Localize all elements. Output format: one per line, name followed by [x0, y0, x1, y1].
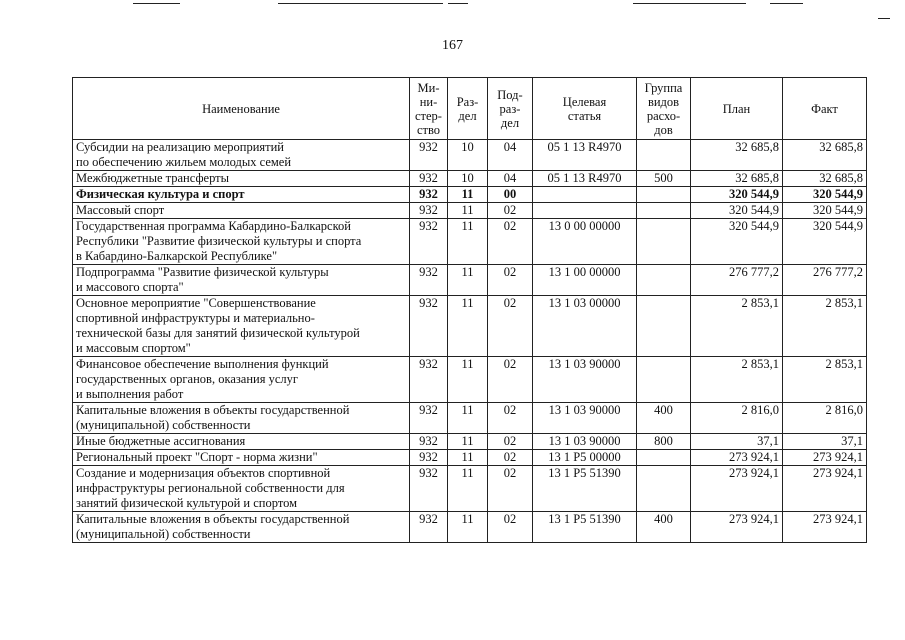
header-group: [637, 78, 691, 140]
header-plan: План: [691, 78, 783, 140]
row-plan-cell: 320 544,9: [691, 203, 783, 219]
row-subsection-cell: 04: [488, 140, 533, 171]
row-target-cell: 13 0 00 00000: [533, 219, 637, 265]
row-name-cell: Субсидии на реализацию мероприятий по обеспечению жильем молодых семей: [73, 140, 410, 171]
row-fact-cell: 37,1: [783, 434, 867, 450]
row-name-cell: Физическая культура и спорт: [73, 187, 410, 203]
header-section-label: Раз- дел: [456, 94, 479, 123]
table-row: [73, 450, 867, 466]
row-fact-cell: 273 924,1: [783, 512, 867, 543]
header-ministry: [410, 78, 448, 140]
row-section-cell: 10: [448, 140, 488, 171]
row-name-cell: Основное мероприятие "Совершенствование спортивной инфраструктуры и материально- технической базы для занятий физической культурой и массовым спортом": [73, 296, 410, 357]
row-subsection-cell: 02: [488, 357, 533, 403]
page-number: 167: [442, 38, 463, 53]
row-fact-cell: 273 924,1: [783, 450, 867, 466]
row-group-cell: [637, 203, 691, 219]
row-group-cell: 500: [637, 171, 691, 187]
scan-line-3: [448, 3, 468, 4]
scan-line-5: [770, 3, 803, 4]
row-subsection-cell: 02: [488, 466, 533, 512]
row-target-cell: 13 1 P5 00000: [533, 450, 637, 466]
header-subsection-label: Под- раз- дел: [497, 87, 523, 130]
row-group-cell: 800: [637, 434, 691, 450]
row-fact-cell: 2 816,0: [783, 403, 867, 434]
table-row: [73, 512, 867, 543]
row-subsection-cell: 00: [488, 187, 533, 203]
row-plan-cell: 273 924,1: [691, 466, 783, 512]
budget-table: [72, 77, 867, 543]
row-target-cell: 13 1 P5 51390: [533, 466, 637, 512]
row-plan-cell: 37,1: [691, 434, 783, 450]
row-name-cell: Иные бюджетные ассигнования: [73, 434, 410, 450]
row-fact-cell: 320 544,9: [783, 219, 867, 265]
row-target-cell: [533, 187, 637, 203]
table-row: [73, 296, 867, 357]
row-target-cell: 05 1 13 R4970: [533, 140, 637, 171]
row-group-cell: [637, 187, 691, 203]
row-target-cell: 05 1 13 R4970: [533, 171, 637, 187]
header-name: Наименование: [73, 78, 410, 140]
header-target: [533, 78, 637, 140]
row-target-cell: [533, 203, 637, 219]
table-header-row: [73, 78, 867, 140]
table-row: [73, 403, 867, 434]
scan-line-6: [878, 18, 890, 19]
row-target-cell: 13 1 03 90000: [533, 403, 637, 434]
table-row: [73, 187, 867, 203]
row-group-cell: 400: [637, 403, 691, 434]
row-ministry-cell: 932: [410, 466, 448, 512]
row-fact-cell: 320 544,9: [783, 203, 867, 219]
header-ministry-label: Ми- ни- стер- ство: [415, 80, 442, 137]
row-name-cell: Региональный проект "Спорт - норма жизни": [73, 450, 410, 466]
row-section-cell: 11: [448, 203, 488, 219]
row-section-cell: 11: [448, 219, 488, 265]
row-ministry-cell: 932: [410, 219, 448, 265]
row-subsection-cell: 02: [488, 450, 533, 466]
header-section: [448, 78, 488, 140]
table-row: [73, 265, 867, 296]
header-subsection: [488, 78, 533, 140]
row-name-cell: Капитальные вложения в объекты государственной (муниципальной) собственности: [73, 512, 410, 543]
table-row: [73, 219, 867, 265]
row-target-cell: 13 1 03 90000: [533, 434, 637, 450]
row-fact-cell: 32 685,8: [783, 171, 867, 187]
row-subsection-cell: 02: [488, 265, 533, 296]
row-group-cell: [637, 219, 691, 265]
row-subsection-cell: 02: [488, 203, 533, 219]
table-row: [73, 434, 867, 450]
row-ministry-cell: 932: [410, 296, 448, 357]
header-target-label: Целевая статья: [562, 94, 607, 123]
row-ministry-cell: 932: [410, 434, 448, 450]
table-row: [73, 466, 867, 512]
row-section-cell: 11: [448, 403, 488, 434]
row-fact-cell: 2 853,1: [783, 296, 867, 357]
row-ministry-cell: 932: [410, 265, 448, 296]
row-group-cell: 400: [637, 512, 691, 543]
row-ministry-cell: 932: [410, 203, 448, 219]
row-plan-cell: 2 816,0: [691, 403, 783, 434]
row-fact-cell: 276 777,2: [783, 265, 867, 296]
row-subsection-cell: 02: [488, 403, 533, 434]
row-target-cell: 13 1 00 00000: [533, 265, 637, 296]
row-subsection-cell: 02: [488, 512, 533, 543]
header-fact: Факт: [783, 78, 867, 140]
row-ministry-cell: 932: [410, 403, 448, 434]
row-target-cell: 13 1 P5 51390: [533, 512, 637, 543]
row-name-cell: Финансовое обеспечение выполнения функций государственных органов, оказания услуг и выполнения работ: [73, 357, 410, 403]
row-section-cell: 11: [448, 450, 488, 466]
scan-line-1: [133, 3, 180, 4]
row-section-cell: 11: [448, 265, 488, 296]
row-target-cell: 13 1 03 00000: [533, 296, 637, 357]
table-row: [73, 357, 867, 403]
scan-line-2: [278, 3, 443, 4]
row-plan-cell: 2 853,1: [691, 296, 783, 357]
row-name-cell: Массовый спорт: [73, 203, 410, 219]
scan-line-4: [633, 3, 746, 4]
row-subsection-cell: 02: [488, 296, 533, 357]
row-plan-cell: 273 924,1: [691, 512, 783, 543]
row-name-cell: Государственная программа Кабардино-Балкарской Республики "Развитие физической культуры и спорта в Кабардино-Балкарской Республике": [73, 219, 410, 265]
row-group-cell: [637, 357, 691, 403]
row-section-cell: 11: [448, 466, 488, 512]
row-fact-cell: 32 685,8: [783, 140, 867, 171]
row-plan-cell: 32 685,8: [691, 171, 783, 187]
row-plan-cell: 273 924,1: [691, 450, 783, 466]
row-ministry-cell: 932: [410, 171, 448, 187]
row-name-cell: Капитальные вложения в объекты государственной (муниципальной) собственности: [73, 403, 410, 434]
row-section-cell: 11: [448, 187, 488, 203]
row-plan-cell: 320 544,9: [691, 187, 783, 203]
row-group-cell: [637, 265, 691, 296]
row-ministry-cell: 932: [410, 140, 448, 171]
row-subsection-cell: 02: [488, 219, 533, 265]
row-section-cell: 11: [448, 434, 488, 450]
row-section-cell: 11: [448, 357, 488, 403]
row-group-cell: [637, 450, 691, 466]
header-group-label: Группа видов расхо- дов: [644, 80, 683, 137]
row-plan-cell: 2 853,1: [691, 357, 783, 403]
table-row: [73, 203, 867, 219]
row-ministry-cell: 932: [410, 512, 448, 543]
row-subsection-cell: 02: [488, 434, 533, 450]
row-group-cell: [637, 466, 691, 512]
table-row: [73, 140, 867, 171]
row-ministry-cell: 932: [410, 450, 448, 466]
row-plan-cell: 32 685,8: [691, 140, 783, 171]
row-section-cell: 11: [448, 512, 488, 543]
row-group-cell: [637, 296, 691, 357]
row-fact-cell: 320 544,9: [783, 187, 867, 203]
row-section-cell: 10: [448, 171, 488, 187]
row-fact-cell: 273 924,1: [783, 466, 867, 512]
row-subsection-cell: 04: [488, 171, 533, 187]
row-name-cell: Создание и модернизация объектов спортивной инфраструктуры региональной собственности для занятий физической культурой и спортом: [73, 466, 410, 512]
row-target-cell: 13 1 03 90000: [533, 357, 637, 403]
row-fact-cell: 2 853,1: [783, 357, 867, 403]
table-body: [73, 140, 867, 543]
row-group-cell: [637, 140, 691, 171]
row-name-cell: Подпрограмма "Развитие физической культуры и массового спорта": [73, 265, 410, 296]
row-section-cell: 11: [448, 296, 488, 357]
row-ministry-cell: 932: [410, 357, 448, 403]
table-row: [73, 171, 867, 187]
row-ministry-cell: 932: [410, 187, 448, 203]
row-plan-cell: 320 544,9: [691, 219, 783, 265]
row-name-cell: Межбюджетные трансферты: [73, 171, 410, 187]
row-plan-cell: 276 777,2: [691, 265, 783, 296]
